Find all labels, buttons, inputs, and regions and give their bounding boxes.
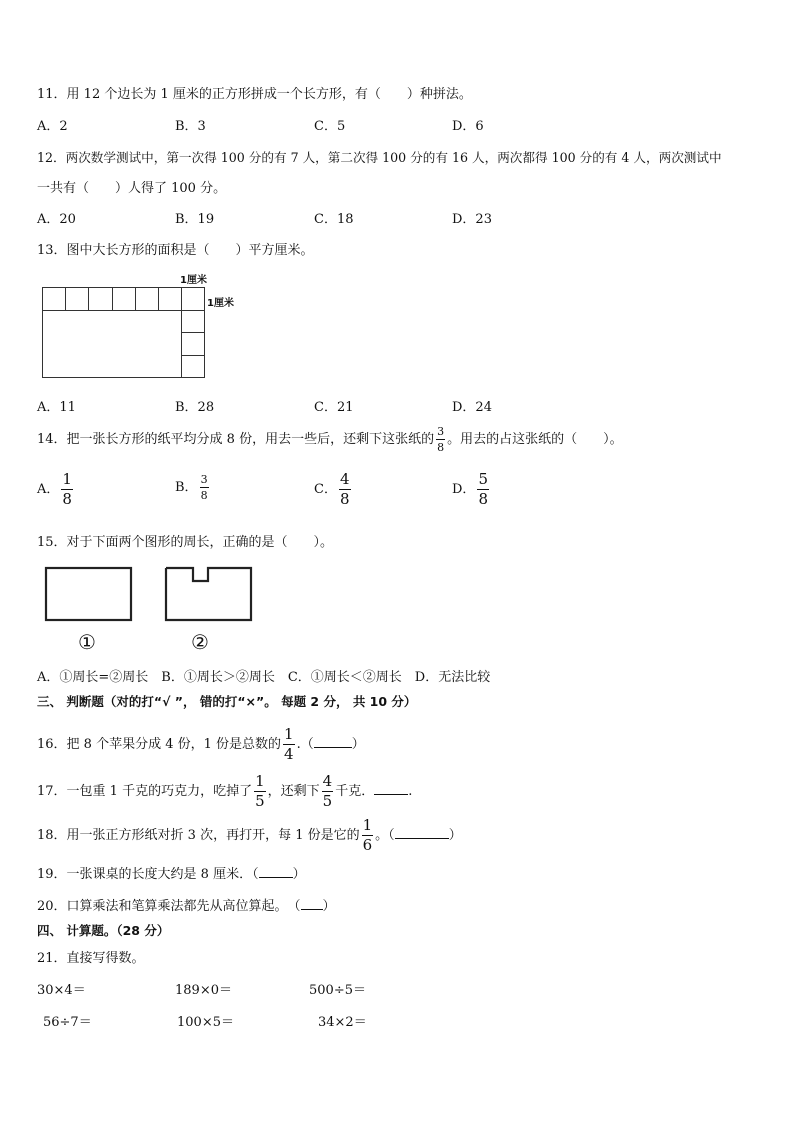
q15-figure-1-label: ① (78, 630, 96, 654)
q17-answer-blank[interactable] (374, 782, 408, 795)
q13-option-b: B．28 (175, 400, 215, 415)
q19-text: 19．一张课桌的长度大约是 8 厘米．（ ） (37, 867, 306, 882)
q12-text-line2: 一共有（ ）人得了 100 分。 (37, 181, 227, 196)
q21-row2-item2: 100×5＝ (177, 1015, 234, 1030)
q13-option-d: D．24 (452, 400, 492, 415)
q20-answer-blank[interactable] (301, 897, 323, 910)
section-3-title: 三、 判断题（对的打“√ ”， 错的打“×”。 每题 2 分， 共 10 分） (37, 694, 417, 709)
q14-option-a: A． $\frac{1}{8}$ (37, 470, 72, 508)
q15-figures (40, 562, 260, 657)
q11-option-c: C．5 (314, 119, 346, 134)
q17-text: 17．一包重 1 千克的巧克力，吃掉了 $\frac{1}{5}$ ，还剩下 $\frac{4}{5}$ 千克． . (37, 772, 413, 810)
q16-text: 16．把 8 个苹果分成 4 份，1 份是总数的 $\frac{1}{4}$ .（ ） (37, 725, 365, 763)
q13-label-top: 1厘米 (180, 275, 207, 286)
q21-row1-item1: 30×4＝ (37, 983, 86, 998)
q11-option-b: B．3 (175, 119, 206, 134)
section-4-title: 四、 计算题。（28 分） (37, 923, 170, 938)
q21-row2-item1: 56÷7＝ (43, 1015, 92, 1030)
q15-options: A．①周长=②周长 B．①周长＞②周长 C．①周长＜②周长 D．无法比较 (37, 670, 491, 685)
q15-figure-2-notched-rectangle (166, 568, 251, 620)
q13-text: 13．图中大长方形的面积是（ ）平方厘米。 (37, 243, 314, 258)
q15-text: 15．对于下面两个图形的周长，正确的是（ ）。 (37, 535, 334, 550)
q16-answer-blank[interactable] (314, 735, 352, 748)
q14-fraction: $\frac{3}{8}$ (437, 425, 445, 454)
q11-option-a: A．2 (37, 119, 68, 134)
q13-label-side: 1厘米 (207, 298, 234, 309)
q14-text-before: 14．把一张长方形的纸平均分成 8 份，用去一些后，还剩下这张纸的 (37, 432, 435, 447)
q13-rectangle-figure (38, 270, 248, 382)
q12-option-c: C．18 (314, 212, 354, 227)
q14-option-d: D． $\frac{5}{8}$ (452, 470, 488, 508)
q14-text (37, 426, 623, 453)
q14-option-c: C． $\frac{4}{8}$ (314, 470, 350, 508)
q15-figure-1-rectangle (46, 568, 131, 620)
q12-text-line1: 12．两次数学测试中，第一次得 100 分的有 7 人，第二次得 100 分的有 16 人，两次都得 100 分的有 4 人，两次测试中 (37, 150, 722, 165)
q14-text-after: 。用去的占这张纸的（ ）。 (447, 432, 623, 447)
q13-option-c: C．21 (314, 400, 354, 415)
q19-answer-blank[interactable] (259, 865, 293, 878)
q11-text: 11．用 12 个边长为 1 厘米的正方形拼成一个长方形，有（ ）种拼法。 (37, 87, 472, 102)
q21-row1-item3: 500÷5＝ (309, 983, 366, 998)
q18-answer-blank[interactable] (395, 826, 449, 839)
q15-figure-2-label: ② (191, 630, 209, 654)
q21-row1-item2: 189×0＝ (175, 983, 232, 998)
q21-text: 21．直接写得数。 (37, 951, 145, 966)
q11-option-d: D．6 (452, 119, 484, 134)
q21-row2-item3: 34×2＝ (318, 1015, 367, 1030)
q14-option-b: B． $\frac{3}{8}$ (175, 473, 208, 502)
q12-option-b: B．19 (175, 212, 215, 227)
q12-option-a: A．20 (37, 212, 76, 227)
q20-text: 20．口算乘法和笔算乘法都先从高位算起。 （ ） (37, 899, 336, 914)
q18-text: 18．用一张正方形纸对折 3 次，再打开，每 1 份是它的 $\frac{1}{6}$ 。（ ） (37, 816, 462, 854)
q13-option-a: A．11 (37, 400, 76, 415)
q12-option-d: D．23 (452, 212, 492, 227)
